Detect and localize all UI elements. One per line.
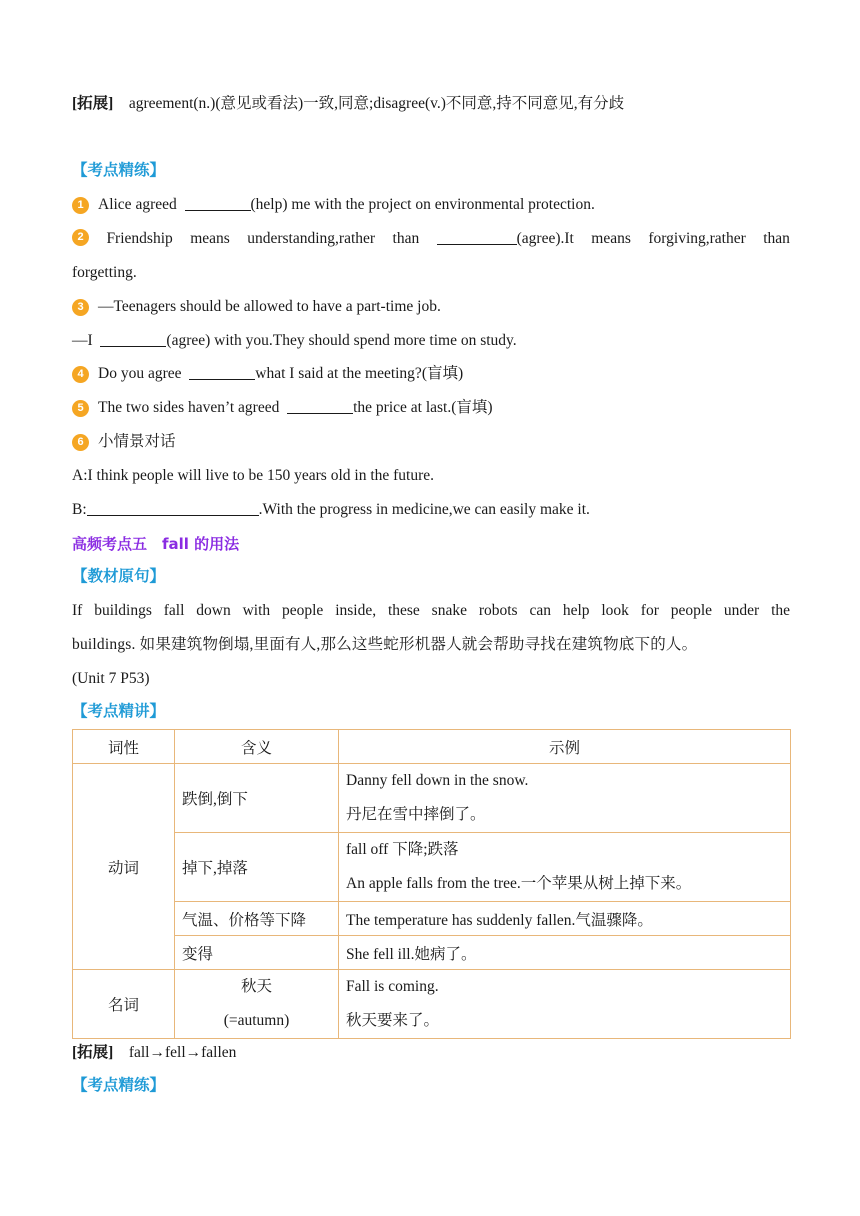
exercise-6-title: 6 小情景对话 (72, 432, 176, 452)
answer-blank[interactable] (287, 398, 353, 414)
textbook-source: (Unit 7 P53) (72, 670, 150, 687)
number-badge: 2 (72, 229, 89, 246)
extension-note-2 (72, 1043, 236, 1063)
example-cell: The temperature has suddenly fallen.气温骤降。 (339, 902, 791, 936)
number-badge: 5 (72, 400, 89, 417)
example-cell: Fall is coming. 秋天要来了。 (339, 970, 791, 1039)
exercise-2-continued: forgetting. (72, 264, 137, 281)
exercise-5: 5 The two sides haven’t agreed the price at last.(盲填) (72, 398, 493, 418)
practice-heading: 【考点精练】 (72, 162, 166, 179)
meaning-cell: 秋天 (=autumn) (175, 970, 339, 1039)
dialogue-line-a: A:I think people will live to be 150 years old in the future. (72, 467, 435, 484)
header-pos: 词性 (73, 730, 175, 764)
answer-blank[interactable] (189, 364, 255, 380)
table-row (73, 970, 791, 1039)
section-title: 高频考点五 fall 的用法 (72, 535, 240, 553)
textbook-heading: 【教材原句】 (72, 568, 166, 585)
answer-blank[interactable] (100, 331, 166, 347)
answer-blank[interactable] (437, 229, 517, 245)
extension-note (72, 94, 624, 114)
number-badge: 6 (72, 434, 89, 451)
header-example: 示例 (339, 730, 791, 764)
example-cell: She fell ill.她病了。 (339, 936, 791, 970)
number-badge: 4 (72, 366, 89, 383)
header-meaning: 含义 (175, 730, 339, 764)
exercise-2: 2 Friendship means understanding,rather than (agree).It means forgiving,rather than (72, 229, 790, 249)
meaning-cell: 跌倒,倒下 (175, 764, 339, 833)
practice-heading-2: 【考点精练】 (72, 1077, 166, 1094)
meaning-cell: 掉下,掉落 (175, 833, 339, 902)
extension-text: fall→fell→fallen (128, 1044, 237, 1061)
extension-text: agreement(n.)(意见或看法)一致,同意;disagree(v.)不同意,持不同意见,有分歧 (128, 95, 625, 112)
number-badge: 3 (72, 299, 89, 316)
number-badge: 1 (72, 197, 89, 214)
meaning-cell: 变得 (175, 936, 339, 970)
explain-heading: 【考点精讲】 (72, 703, 166, 720)
example-cell: Danny fell down in the snow. 丹尼在雪中摔倒了。 (339, 764, 791, 833)
extension-tag: [拓展] (72, 1044, 114, 1061)
meaning-cell: 气温、价格等下降 (175, 902, 339, 936)
exercise-3-answer: —I (agree) with you.They should spend more time on study. (72, 332, 517, 349)
table-header-row (73, 730, 791, 764)
extension-tag: [拓展] (72, 95, 114, 112)
answer-blank[interactable] (185, 195, 251, 211)
example-cell: fall off 下降;跌落 An apple falls from the tree.一个苹果从树上掉下来。 (339, 833, 791, 902)
table-row (73, 833, 791, 902)
table-row (73, 902, 791, 936)
exercise-1: 1 Alice agreed (help) me with the project on environmental protection. (72, 195, 595, 215)
fall-usage-table (72, 729, 791, 1039)
table-row (73, 764, 791, 833)
textbook-sentence-line1: If buildings fall down with people inside, these snake robots can help look for people under the (72, 602, 790, 619)
exercise-4: 4 Do you agree what I said at the meeting?(盲填) (72, 364, 463, 384)
dialogue-line-b: B: .With the progress in medicine,we can easily make it. (72, 501, 590, 518)
textbook-sentence-line2: buildings. 如果建筑物倒塌,里面有人,那么这些蛇形机器人就会帮助寻找在建筑物底下的人。 (72, 636, 698, 653)
answer-blank[interactable] (87, 500, 259, 516)
pos-verb: 动词 (73, 764, 175, 970)
pos-noun: 名词 (73, 970, 175, 1039)
table-row (73, 936, 791, 970)
exercise-3-question: 3 —Teenagers should be allowed to have a part-time job. (72, 297, 441, 317)
